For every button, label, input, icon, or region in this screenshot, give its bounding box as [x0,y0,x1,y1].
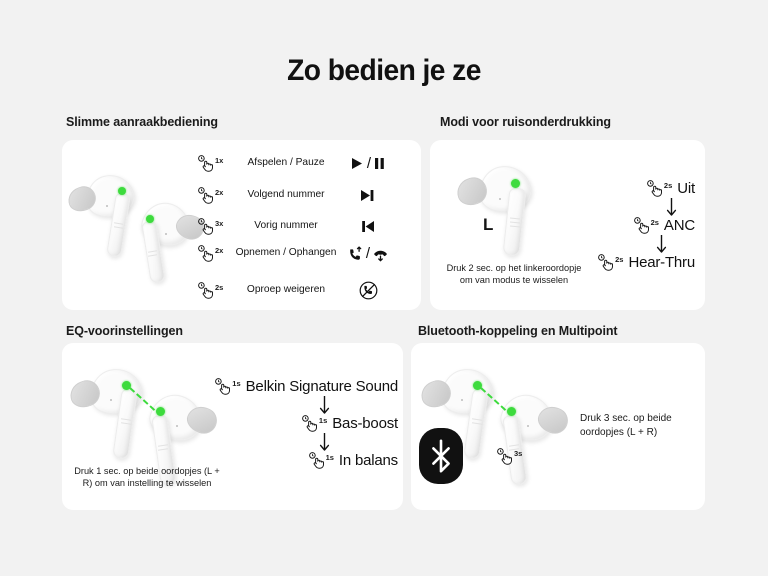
eq-preset-step [205,378,398,395]
tap-hand-icon [215,378,240,395]
eq-preset-label: In balans [338,452,398,469]
earbuds-illustration-touch [64,165,204,285]
touch-control-row [198,187,396,204]
eq-presets-cascade [205,378,398,469]
tap-gesture-icon-wrap [198,245,232,262]
touch-control-label: Volgend nummer [247,189,325,201]
noise-modes-caption: Druk 2 sec. op het linkeroordopje om van modus te wisselen [446,263,582,286]
noise-mode-label: Uit [677,180,695,197]
noise-mode-label: Hear-Thru [628,254,695,271]
noise-mode-label: ANC [663,217,695,234]
touch-control-row [198,218,396,235]
earbud-side-label: L [483,215,494,234]
noise-mode-step [560,217,695,234]
tap-hand-icon [198,245,223,262]
eq-preset-label: Belkin Signature Sound [245,378,398,395]
arrow-down-icon [205,395,398,415]
section-heading-bluetooth: Bluetooth-koppeling en Multipoint [418,324,618,338]
tap-duration-label: 3x [215,219,224,228]
tap-duration-label: 1s [232,379,241,388]
touch-control-label: Vorig nummer [254,220,318,232]
tap-hand-icon [302,415,327,432]
tap-hand-icon [198,218,223,235]
touch-control-row [198,281,396,300]
page-title: Zo bedien je ze [287,54,481,87]
eq-presets-caption: Druk 1 sec. op beide oordopjes (L + R) om van instelling te wisselen [74,466,220,489]
tap-duration-label: 1x [215,156,224,165]
noise-mode-step [560,254,695,271]
noise-modes-cascade [560,180,695,271]
bluetooth-caption: Druk 3 sec. op beide oordopjes (L + R) [580,413,672,438]
tap-hand-icon [647,180,672,197]
next-track-icon [340,188,396,203]
answer-hangup-call-icon: / [340,246,396,262]
touch-control-label: Afspelen / Pauze [247,157,325,169]
bluetooth-tap-gesture [497,448,522,470]
section-heading-touch-controls: Slimme aanraakbediening [66,115,218,129]
tap-duration-label: 1s [318,416,328,425]
previous-track-icon [340,219,396,234]
tap-gesture-icon-wrap [198,187,232,204]
tap-duration-label: 3s [514,449,523,458]
tap-duration-label: 1s [325,453,334,462]
tap-duration-label: 2s [215,283,224,292]
tap-hand-icon [198,155,223,172]
arrow-down-icon [560,234,695,254]
tap-gesture-icon-wrap [198,282,232,299]
arrow-down-icon [205,432,398,452]
eq-preset-step [205,452,398,469]
tap-hand-icon [198,282,223,299]
tap-duration-label: 2s [663,181,673,190]
tap-hand-icon [634,217,659,234]
earbud-illustration-left [455,160,565,260]
tap-hand-icon [598,254,623,271]
eq-preset-step [205,415,398,432]
play-pause-icon: / [340,156,396,171]
section-heading-eq-presets: EQ-voorinstellingen [66,324,183,338]
tap-gesture-icon-wrap [198,155,232,172]
noise-mode-step [560,180,695,197]
touch-control-row [198,245,396,262]
section-heading-noise-modes: Modi voor ruisonderdrukking [440,115,611,129]
touch-control-label: Oproep weigeren [246,284,326,296]
tap-duration-label: 2x [215,188,224,197]
bluetooth-icon [419,428,463,484]
reject-call-icon [340,281,396,300]
tap-duration-label: 2s [615,255,624,264]
tap-hand-icon [309,452,334,469]
tap-hand-icon [198,187,223,204]
eq-preset-label: Bas-boost [332,415,398,432]
tap-duration-label: 2x [215,246,224,255]
tap-gesture-icon-wrap [198,218,232,235]
touch-control-label: Opnemen / Ophangen [235,247,337,259]
tap-hand-icon [497,448,522,465]
tap-duration-label: 2s [650,218,659,227]
arrow-down-icon [560,197,695,217]
touch-control-row [198,155,396,172]
